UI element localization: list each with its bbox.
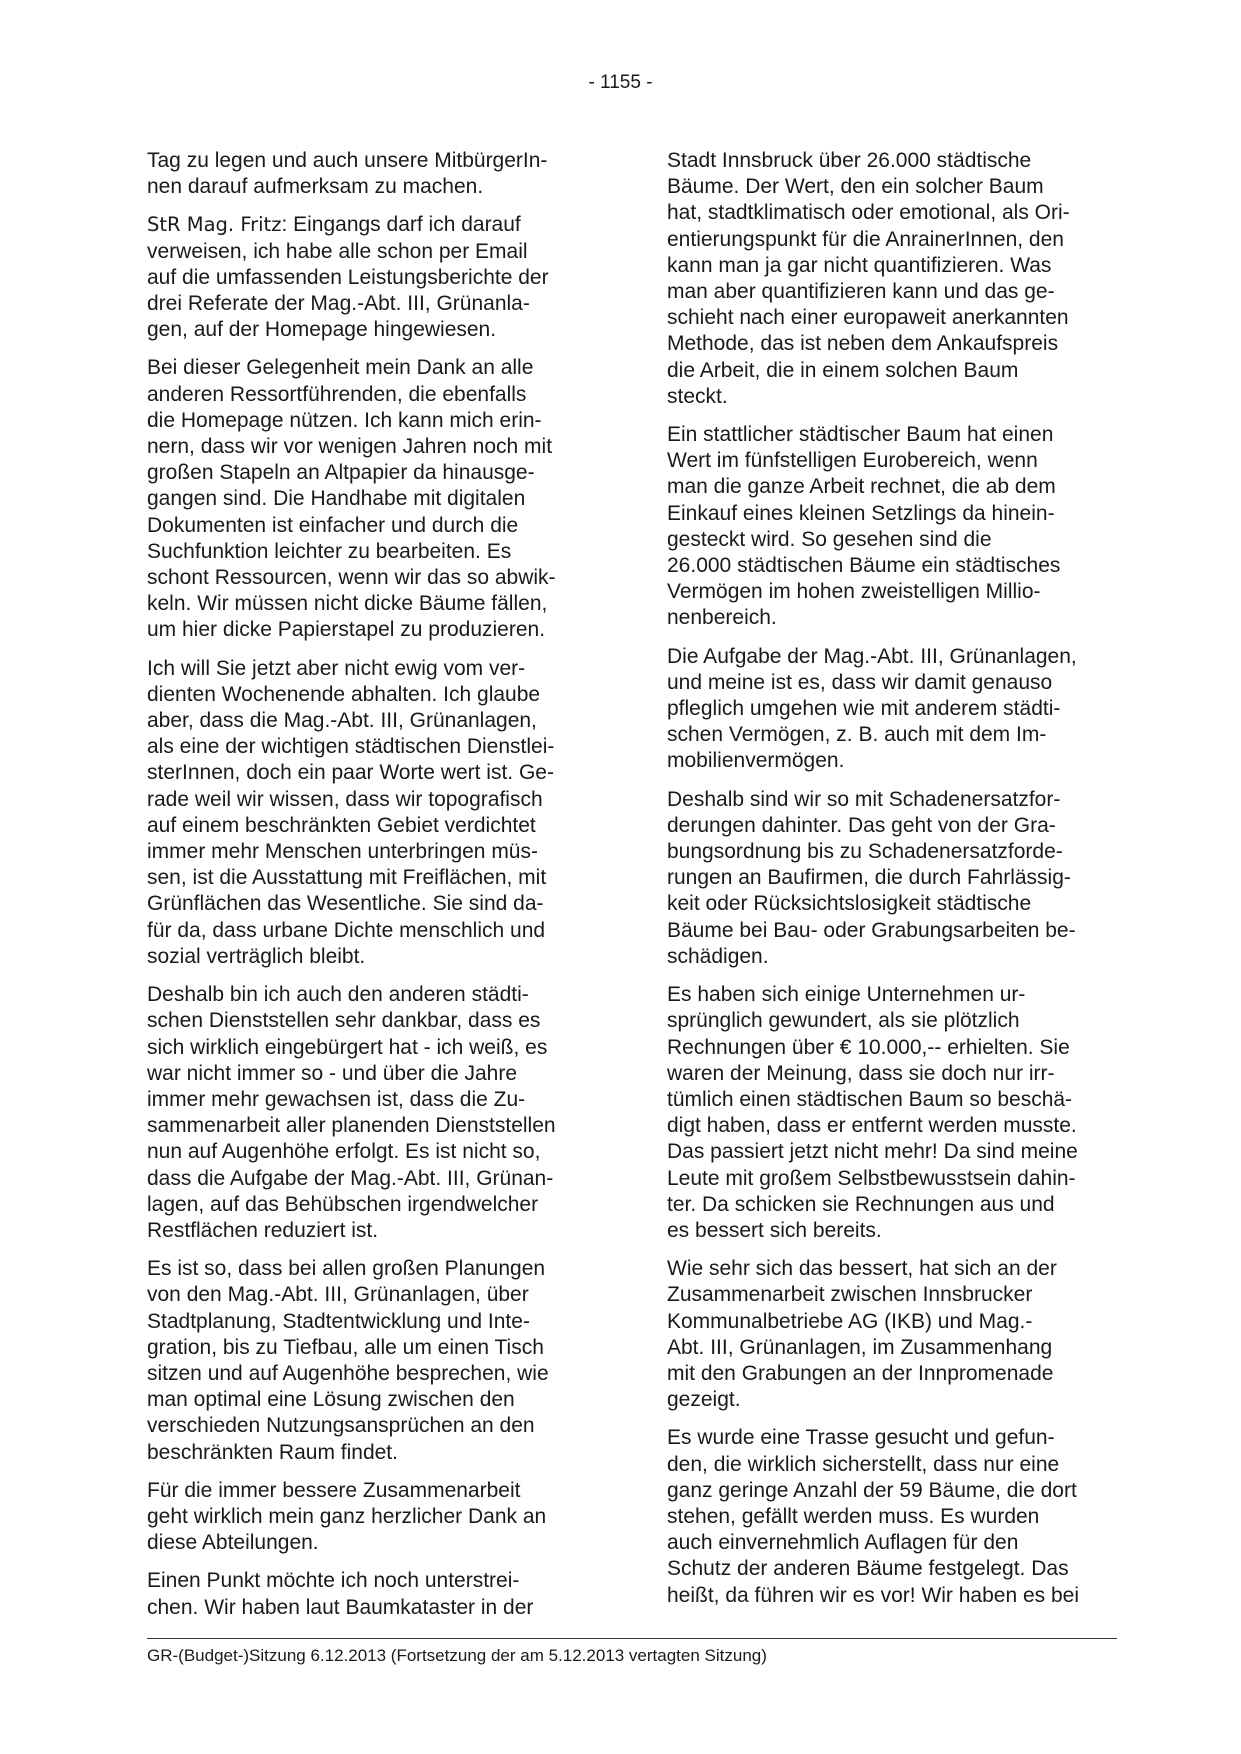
paragraph: Es ist so, dass bei allen großen Planungen von den Mag.-Abt. III, Grünanlagen, über Stadtplanung, Stadtentwicklung und Inte- gration, bis zu Tiefbau, alle um einen Tisch sitzen und auf Augenhöhe besprechen, wie man optimal eine Lösung zwischen den verschieden Nutzungsansprüchen an den beschränkten Raum findet. — [147, 1257, 549, 1464]
paragraph: Stadt Innsbruck über 26.000 städtische Bäume. Der Wert, den ein solcher Baum hat, stadtklimatisch oder emotional, als Ori- entierungspunkt für die AnrainerInnen, den kann man ja gar nicht quantifizieren. Was man aber quantifizieren kann und das ge- schieht nach einer europaweit anerkannten Methode, das ist neben dem Ankaufspreis die Arbeit, die in einem solchen Baum steckt. — [667, 149, 1070, 408]
paragraph: Deshalb bin ich auch den anderen städti- schen Dienststellen sehr dankbar, dass es sich wirklich eingebürgert hat - ich weiß, es war nicht immer so - und über die Jahre immer mehr gewachsen ist, dass die Zu- sammenarbeit aller planenden Dienststellen nun auf Augenhöhe erfolgt. Es ist nicht so, dass die Aufgabe der Mag.-Abt. III, Grünan- lagen, auf das Behübschen irgendwelcher Restflächen reduziert ist. — [147, 983, 556, 1242]
paragraph: Ein stattlicher städtischer Baum hat einen Wert im fünfstelligen Eurobereich, wenn man die ganze Arbeit rechnet, die ab dem Einkauf eines kleinen Setzlings da hinein- gesteckt wird. So gesehen sind die 26.000 städtischen Bäume ein städtisches Vermögen im hohen zweistelligen Millio- nenbereich. — [667, 423, 1061, 630]
paragraph: Die Aufgabe der Mag.-Abt. III, Grünanlagen, und meine ist es, dass wir damit genauso pfleglich umgehen wie mit anderem städti- schen Vermögen, z. B. auch mit dem Im- mobilienvermögen. — [667, 644, 1077, 773]
footer-divider — [147, 1638, 1117, 1639]
paragraph: Tag zu legen und auch unsere MitbürgerIn- nen darauf aufmerksam zu machen. — [147, 149, 548, 199]
paragraph: Ich will Sie jetzt aber nicht ewig vom ver- dienten Wochenende abhalten. Ich glaube aber, dass die Mag.-Abt. III, Grünanlagen, als eine der wichtigen städtischen Dienstlei- sterInnen, doch ein paar Worte wert ist. Ge- rade weil wir wissen, dass wir topografisch auf einem beschränkten Gebiet verdichtet immer mehr Menschen unterbringen müs- sen, ist die Ausstattung mit Freiflächen, mit Grünflächen das Wesentliche. Sie sind da- für da, dass urbane Dichte menschlich und sozial verträglich bleibt. — [147, 656, 555, 968]
paragraph: Einen Punkt möchte ich noch unterstrei- chen. Wir haben laut Baumkataster in der — [147, 1569, 534, 1619]
paragraph: Wie sehr sich das bessert, hat sich an der Zusammenarbeit zwischen Innsbrucker Kommunalbetriebe AG (IKB) und Mag.- Abt. III, Grünanlagen, im Zusammenhang mit den Grabungen an der Innpromenade gezeigt. — [667, 1257, 1057, 1412]
paragraph: Für die immer bessere Zusammenarbeit geht wirklich mein ganz herzlicher Dank an diese Abteilungen. — [147, 1478, 547, 1555]
paragraph: Es wurde eine Trasse gesucht und gefun- den, die wirklich sicherstellt, dass nur eine ganz geringe Anzahl der 59 Bäume, die dort stehen, gefällt werden muss. Es wurden auch einvernehmlich Auflagen für den Schutz der anderen Bäume festgelegt. Das heißt, da führen wir es vor! Wir haben es bei — [667, 1426, 1080, 1607]
paragraph: Deshalb sind wir so mit Schadenersatzfor- derungen dahinter. Das geht von der Gra- bungsordnung bis zu Schadenersatzforde- rungen an Baufirmen, die durch Fahrlässig- keit oder Rücksichtslosigkeit städtische Bäume bei Bau- oder Grabungsarbeiten be- schädigen. — [667, 787, 1076, 968]
footer-session-info: GR-(Budget-)Sitzung 6.12.2013 (Fortsetzung der am 5.12.2013 vertagten Sitzung) — [147, 1646, 767, 1665]
paragraph: Bei dieser Gelegenheit mein Dank an alle anderen Ressortführenden, die ebenfalls die Homepage nützen. Ich kann mich erin- nern, dass wir vor wenigen Jahren noch mit großen Stapeln an Altpapier da hinausge- gangen sind. Die Handhabe mit digitalen Dokumenten ist einfacher und durch die Suchfunktion leichter zu bearbeiten. Es schont Ressourcen, wenn wir das so abwik- keln. Wir müssen nicht dicke Bäume fällen, um hier dicke Papierstapel zu produzieren. — [147, 356, 556, 642]
paragraph-speaker-fritz — [147, 212, 595, 343]
speech-text: : Eingangs darf ich darauf verweisen, ich habe alle schon per Email auf die umfassenden Leistungsberichte der drei Referate der Mag.-Abt. III, Grünanla- gen, auf der Homepage hingewiesen. — [147, 213, 549, 342]
right-column — [667, 148, 1117, 1621]
speaker-name: StR Mag. Fritz — [147, 213, 282, 237]
paragraph: Es haben sich einige Unternehmen ur- sprünglich gewundert, als sie plötzlich Rechnungen über € 10.000,-- erhielten. Sie waren der Meinung, dass sie doch nur irr- tümlich einen städtischen Baum so beschä- digt haben, dass er entfernt werden musste. Das passiert jetzt nicht mehr! Da sind meine Leute mit großem Selbstbewusstsein dahin- ter. Da schicken sie Rechnungen aus und es bessert sich bereits. — [667, 983, 1078, 1242]
left-column — [147, 148, 595, 1633]
page-number: - 1155 - — [588, 72, 653, 93]
